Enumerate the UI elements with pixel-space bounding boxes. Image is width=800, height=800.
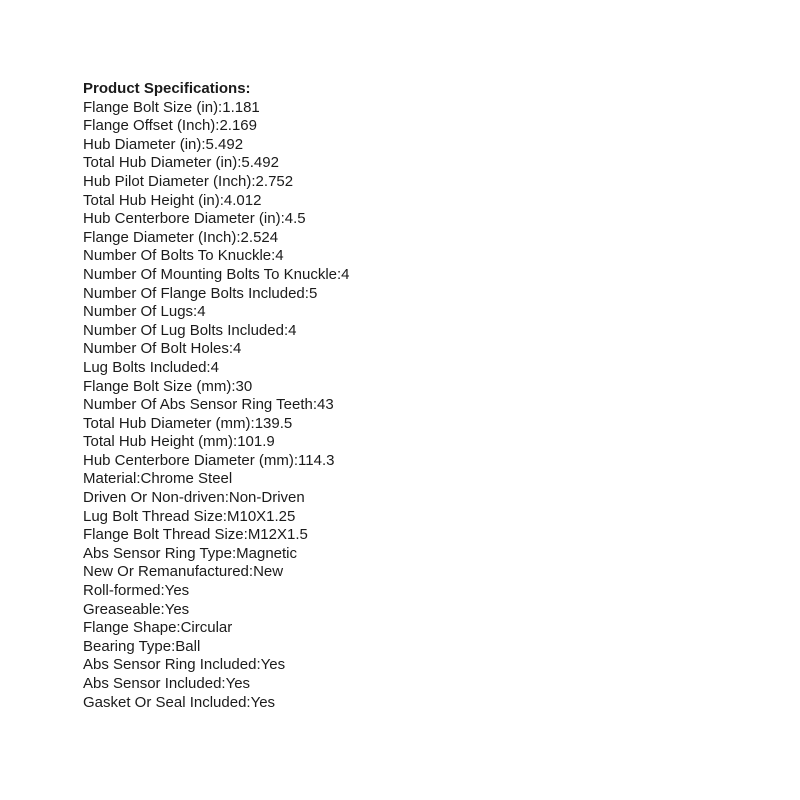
spec-row: Flange Bolt Thread Size:M12X1.5: [83, 526, 308, 544]
spec-row: Total Hub Height (mm):101.9: [83, 433, 275, 451]
spec-row: Flange Diameter (Inch):2.524: [83, 228, 279, 246]
spec-row: Driven Or Non-driven:Non-Driven: [83, 489, 305, 507]
spec-row: Greaseable:Yes: [83, 600, 190, 618]
spec-row: Abs Sensor Included:Yes: [83, 675, 251, 692]
spec-row: Hub Centerbore Diameter (in):4.5: [83, 210, 306, 228]
spec-row: Number Of Lugs:4: [83, 303, 206, 321]
spec-row: Abs Sensor Ring Type:Magnetic: [83, 544, 298, 562]
spec-row: Hub Diameter (in):5.492: [83, 135, 244, 153]
spec-row: New Or Remanufactured:New: [83, 563, 284, 581]
spec-row: Lug Bolts Included:4: [83, 358, 219, 376]
spec-row: Hub Pilot Diameter (Inch):2.752: [83, 172, 294, 190]
spec-row: Total Hub Diameter (in):5.492: [83, 154, 279, 172]
spec-row: Material:Chrome Steel: [83, 470, 233, 488]
spec-row: Flange Shape:Circular: [83, 619, 233, 637]
spec-row: Total Hub Diameter (mm):139.5: [83, 414, 293, 432]
spec-row: Number Of Bolts To Knuckle:4: [83, 247, 284, 265]
spec-row: Number Of Abs Sensor Ring Teeth:43: [83, 396, 334, 414]
spec-row: Abs Sensor Ring Included:Yes: [83, 656, 286, 674]
spec-row: Flange Bolt Size (mm):30: [83, 377, 253, 395]
spec-row: Flange Offset (Inch):2.169: [83, 117, 257, 135]
spec-heading: Product Specifications:: [83, 80, 251, 97]
spec-list: [83, 99, 350, 713]
spec-row: Bearing Type:Ball: [83, 637, 201, 655]
spec-row: Total Hub Height (in):4.012: [83, 191, 262, 209]
spec-row: Number Of Bolt Holes:4: [83, 340, 242, 358]
spec-row: Hub Centerbore Diameter (mm):114.3: [83, 451, 335, 469]
spec-row: Number Of Mounting Bolts To Knuckle:4: [83, 265, 350, 283]
spec-row: Gasket Or Seal Included:Yes: [83, 693, 276, 711]
spec-row: Flange Bolt Size (in):1.181: [83, 98, 260, 116]
spec-block: [83, 80, 350, 712]
spec-row: Lug Bolt Thread Size:M10X1.25: [83, 507, 296, 525]
spec-row: Roll-formed:Yes: [83, 582, 190, 600]
spec-row: Number Of Lug Bolts Included:4: [83, 321, 297, 339]
spec-row: Number Of Flange Bolts Included:5: [83, 284, 318, 302]
